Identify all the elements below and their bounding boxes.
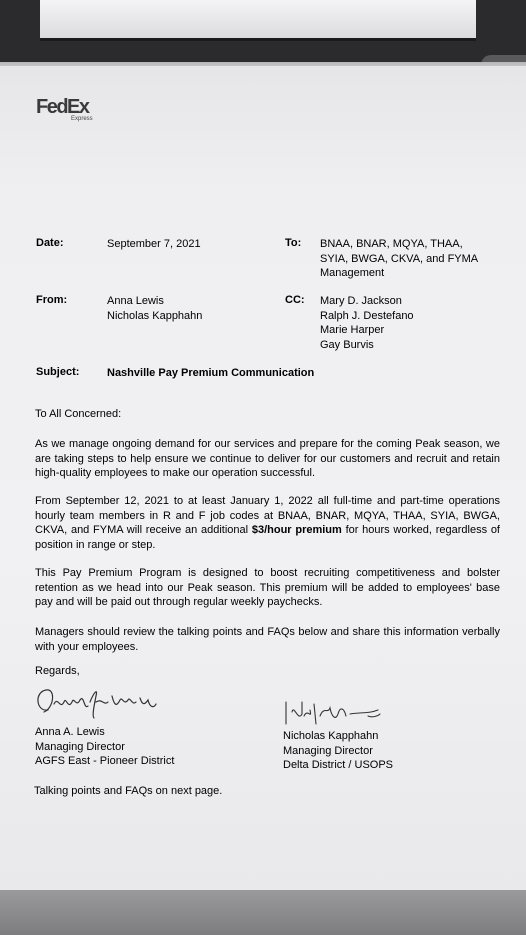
cc-label: CC:: [285, 294, 305, 306]
to-recipients: [320, 237, 478, 281]
to-line: Management: [320, 267, 385, 279]
premium-amount: $3/hour premium: [251, 524, 342, 536]
from-names: [107, 294, 202, 323]
from-line: Nicholas Kapphahn: [107, 309, 203, 322]
cc-line: Ralph J. Destefano: [320, 309, 414, 322]
signature-anna-lewis: [32, 682, 162, 722]
paragraph-4: Managers should review the talking points and FAQs below and share this information verbally with your employees.: [35, 626, 500, 653]
paragraph-2-text-end: for hours worked, regardless of position in range or step.: [35, 524, 500, 551]
signer-district: Delta District / USOPS: [283, 759, 394, 771]
signer-anna: [35, 725, 174, 769]
signature-nicholas-kapphahn: [280, 694, 390, 728]
subject-value: Nashville Pay Premium Communication: [107, 367, 315, 379]
signer-title: Managing Director: [35, 740, 125, 753]
signer-title: Managing Director: [283, 744, 373, 757]
to-line: BNAA, BNAR, MQYA, THAA,: [320, 238, 463, 250]
signer-district: AGFS East - Pioneer District: [35, 755, 175, 767]
signer-name: Nicholas Kapphahn: [283, 730, 379, 742]
paragraph-2-text: From September 12, 2021 to at least January 1, 2022 all full-time and part-time operations hourly team members in R and F job codes at BNAA, BNAR, MQYA, THAA, SYIA, BWGA, CKVA, and FYMA will receive an additional: [35, 495, 500, 536]
paragraph-3: This Pay Premium Program is designed to boost recruiting competitiveness and bolster retention as we head into our Peak season. This premium will be added to employees' base pay and will be paid out through regular weekly paychecks.: [35, 567, 500, 608]
laptop-screen: [40, 0, 476, 41]
date-value: September 7, 2021: [107, 238, 201, 250]
subject-label: Subject:: [36, 366, 80, 378]
paragraph-2: [35, 494, 500, 552]
to-line: SYIA, BWGA, CKVA, and FYMA: [320, 252, 479, 265]
signer-nicholas: [283, 729, 393, 773]
date-label: Date:: [36, 237, 64, 249]
signer-name: Anna A. Lewis: [35, 726, 105, 738]
closing: Regards,: [35, 665, 80, 677]
logo-text: FedEx: [36, 96, 89, 118]
to-label: To:: [285, 237, 302, 249]
cc-names: [320, 294, 414, 352]
cc-line: Gay Burvis: [320, 338, 374, 351]
salutation: To All Concerned:: [35, 408, 122, 420]
cc-line: Marie Harper: [320, 324, 385, 336]
logo-subtext: Express: [71, 116, 93, 122]
cc-line: Mary D. Jackson: [320, 295, 402, 307]
from-line: Anna Lewis: [107, 295, 164, 307]
footer-note: Talking points and FAQs on next page.: [34, 785, 223, 797]
desk-surface: [0, 890, 526, 935]
paragraph-1: As we manage ongoing demand for our services and prepare for the coming Peak season, we are taking steps to help ensure we continue to deliver for our customers and recruit and retain high-quality employees to make our operation successful.: [35, 438, 500, 479]
from-label: From:: [36, 294, 68, 306]
